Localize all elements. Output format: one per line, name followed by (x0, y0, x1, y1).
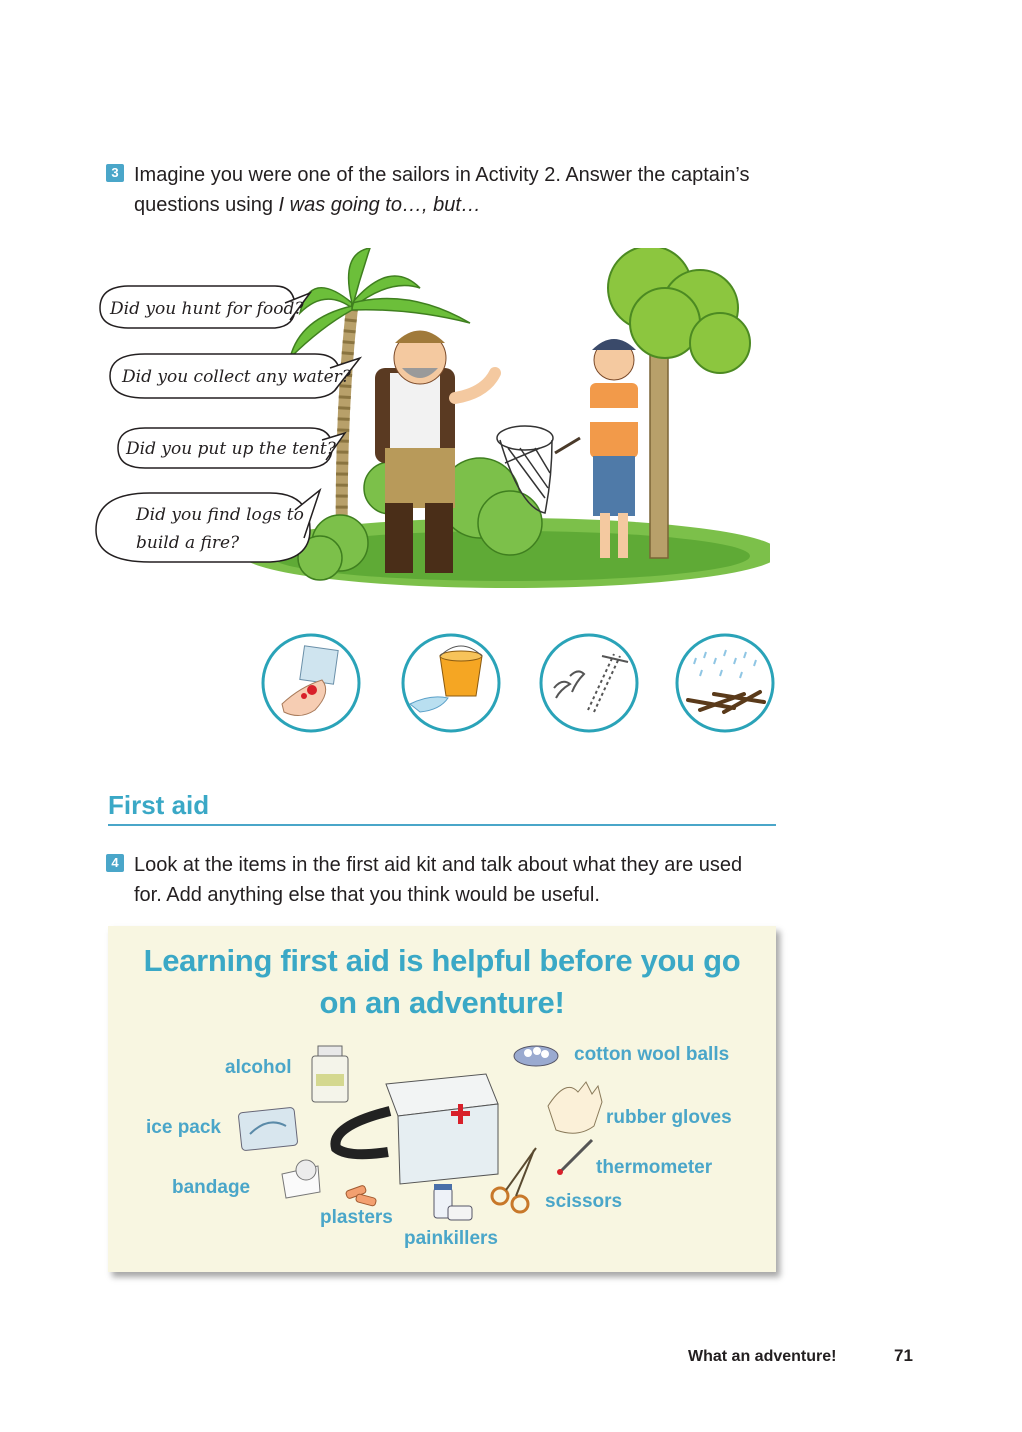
label-alcohol: alcohol (225, 1057, 292, 1078)
speech-bubble-4 (96, 490, 320, 562)
sailors-illustration (90, 248, 770, 593)
icon-circle-4 (674, 632, 776, 734)
cotton-wool-balls-icon (514, 1046, 558, 1066)
bubble-4-text-line1: Did you find logs to (136, 505, 304, 525)
label-thermometer: thermometer (596, 1157, 713, 1178)
rubber-gloves-icon (548, 1082, 602, 1133)
label-bandage: bandage (172, 1177, 251, 1198)
activity-number-badge: 4 (106, 854, 124, 872)
label-cotton-wool-balls: cotton wool balls (574, 1044, 730, 1065)
activity-4-text-line1: Look at the items in the first aid kit and talk about what they are used (134, 854, 743, 876)
section-divider (108, 824, 776, 826)
plasters-icon (345, 1185, 376, 1207)
label-painkillers: painkillers (404, 1228, 498, 1249)
section-title: First aid (108, 790, 210, 820)
alcohol-bottle-icon (312, 1046, 348, 1102)
bubble-1-text: Did you hunt for food? (110, 299, 304, 319)
grammar-pattern: I was going to…, but… (278, 194, 481, 216)
bandage-icon (282, 1160, 320, 1198)
first-aid-box (108, 926, 776, 1272)
label-rubber-gloves: rubber gloves (606, 1107, 732, 1128)
activity-3-text-line2: questions using I was going to…, but… (134, 194, 481, 216)
label-scissors: scissors (545, 1191, 623, 1212)
activity-4-text-line2: for. Add anything else that you think would be useful. (134, 884, 600, 906)
icon-circle-1 (260, 632, 362, 734)
first-aid-items-illustration (108, 926, 776, 1272)
speech-bubble-3 (118, 428, 345, 468)
footer-unit-title: What an adventure! (688, 1348, 837, 1365)
label-plasters: plasters (320, 1207, 393, 1228)
bubble-4-text-line2: build a fire? (136, 533, 240, 553)
page-number: 71 (894, 1346, 913, 1365)
tree-trunk (650, 328, 668, 558)
palm-tree-trunk (342, 308, 352, 548)
bubble-3-text: Did you put up the tent? (126, 439, 336, 459)
speech-bubble-2 (110, 354, 360, 398)
first-aid-kit-icon (335, 1074, 498, 1184)
ice-pack-icon (238, 1107, 298, 1151)
bubble-2-text: Did you collect any water? (122, 367, 351, 387)
icon-circle-3 (538, 632, 640, 734)
activity-3-text-line1: Imagine you were one of the sailors in Activity 2. Answer the captain’s (134, 164, 750, 186)
thermometer-icon (557, 1140, 592, 1175)
scissors-icon (492, 1148, 536, 1212)
activity-4-instruction (106, 850, 806, 912)
activity-3-instruction (106, 160, 806, 222)
painkillers-icon (434, 1184, 472, 1220)
activity-number-badge: 3 (106, 164, 124, 182)
box-headline: Learning first aid is helpful before you go on an adventure! (143, 943, 741, 1020)
speech-bubble-1 (100, 286, 310, 328)
label-ice-pack: ice pack (146, 1117, 221, 1138)
icon-circle-2 (400, 632, 502, 734)
